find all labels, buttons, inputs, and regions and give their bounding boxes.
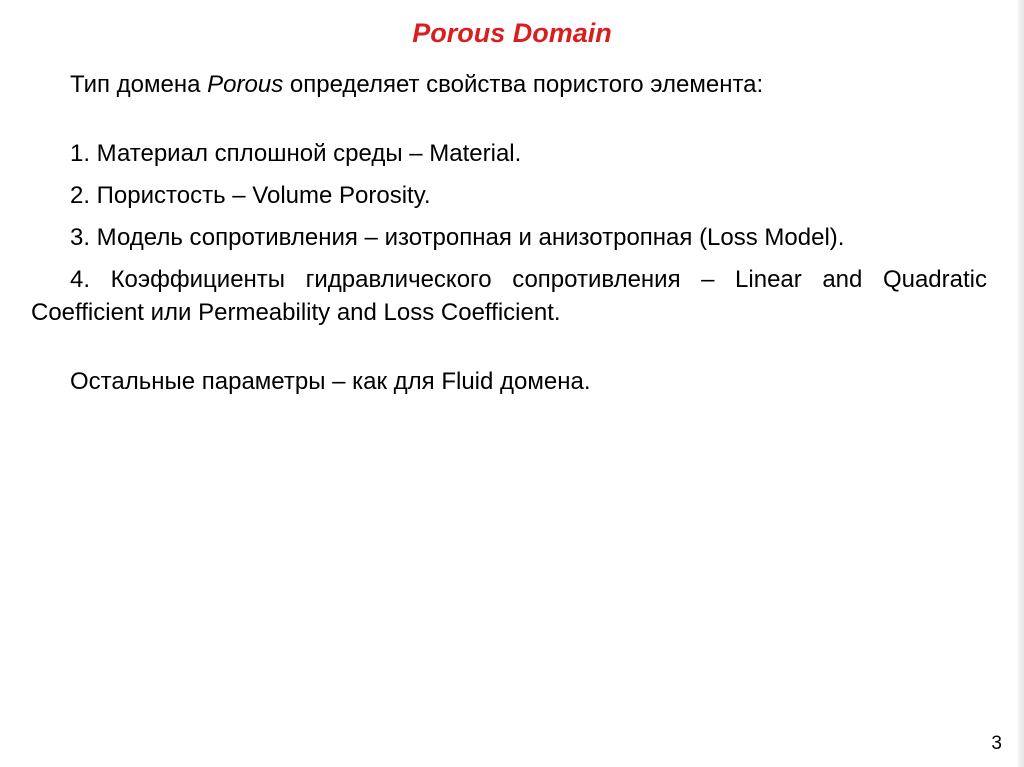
page-number: 3 <box>991 733 1002 754</box>
slide-edge-shadow <box>1018 0 1024 767</box>
intro-emphasis: Porous <box>207 71 284 98</box>
list-item-material: 1. Материал сплошной среды – Material. <box>70 140 522 167</box>
closing-paragraph: Остальные параметры – как для Fluid домена. <box>70 368 591 395</box>
intro-text-before: Тип домена <box>70 71 208 98</box>
intro-text-after: определяет свойства пористого элемента: <box>283 71 764 98</box>
list-item-porosity: 2. Пористость – Volume Porosity. <box>70 182 431 209</box>
list-item-coefficients: 4. Коэффициенты гидравлического сопротивления – Linear and Quadratic Coefficient или Permeability and Loss Coefficient. <box>31 266 987 326</box>
slide-title: Porous Domain <box>412 18 612 48</box>
list-item-loss-model: 3. Модель сопротивления – изотропная и анизотропная (Loss Model). <box>70 224 845 251</box>
slide-body <box>31 68 987 398</box>
intro-paragraph <box>31 68 987 101</box>
